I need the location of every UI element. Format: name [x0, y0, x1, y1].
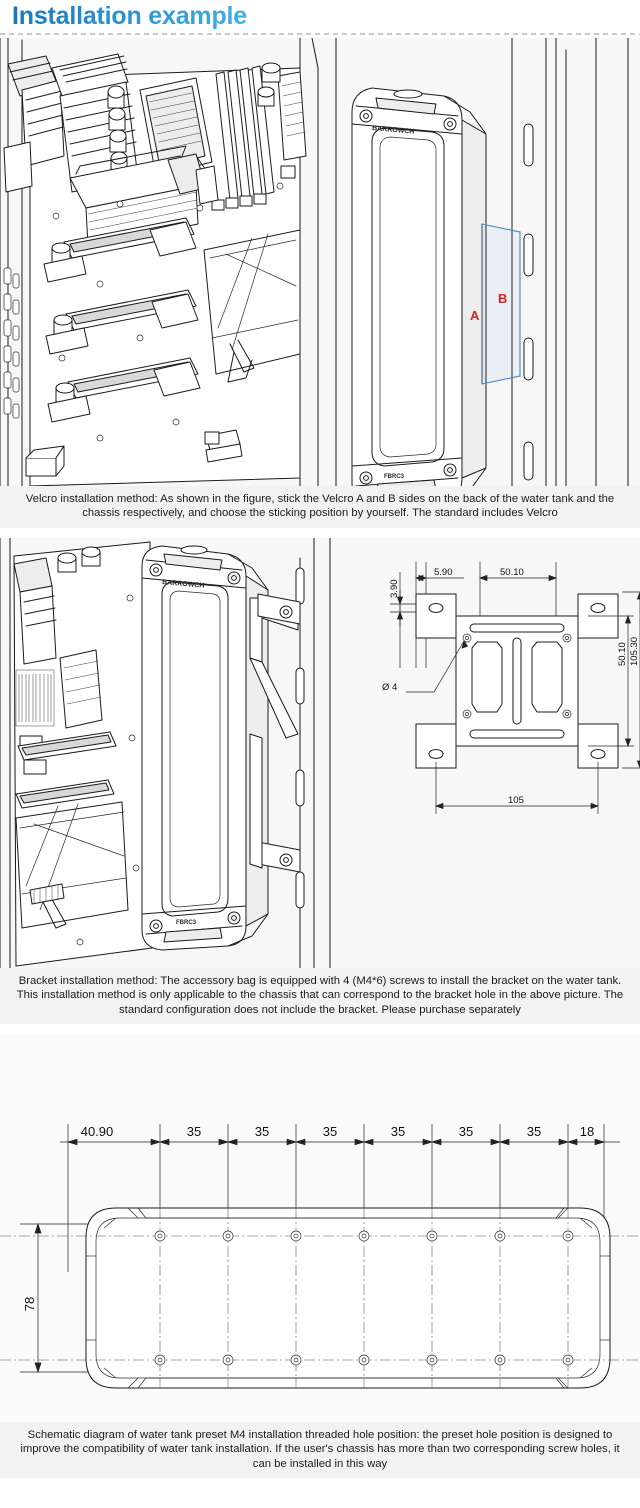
chain-label-1: 35 — [186, 1124, 202, 1140]
dim-label-diameter-4: Ø 4 — [382, 681, 398, 693]
caption-hole-layout: Schematic diagram of water tank preset M4 installation threaded hole position: the preset hole position is designed to improve the compatibility of water tank installation. If the user's chassis has more than two corresponding screw holes, it can be installed in this way — [0, 1422, 640, 1478]
tank-brand-bottom-text: FBRC3 — [384, 474, 405, 480]
panel-hole-layout-drawing — [0, 1034, 640, 1422]
chain-label-5: 35 — [458, 1124, 474, 1140]
dim-label-105-bottom: 105 — [508, 794, 524, 806]
chain-label-6: 35 — [526, 1124, 542, 1140]
velcro-installation-figure — [0, 38, 640, 486]
dim-label-50-10-top: 50.10 — [500, 566, 524, 578]
chain-label-7: 18 — [579, 1124, 595, 1140]
dim-label-3-90: 3.90 — [389, 579, 400, 598]
velcro-label-a: A — [470, 308, 480, 323]
panel-separator-1 — [0, 528, 640, 538]
panel-velcro-illustration — [0, 38, 640, 486]
caption-bracket: Bracket installation method: The accessory bag is equipped with 4 (M4*6) screws to install the bracket on the water tank. This installation method is only applicable to the chassis that can correspond to the bracket hole in the above picture. The standard configuration does not include the bracket. Please purchase separately — [0, 968, 640, 1024]
chain-label-2: 35 — [254, 1124, 270, 1140]
panel-bracket-illustration — [0, 538, 640, 968]
dim-label-78: 78 — [22, 1296, 37, 1312]
dim-label-50-10-right: 50.10 — [617, 642, 628, 666]
tank-brand-bottom-text-2: FBRC3 — [176, 919, 197, 926]
caption-velcro: Velcro installation method: As shown in the figure, stick the Velcro A and B sides on the back of the water tank and the chassis respectively, and choose the sticking position by yourself. The standard includes Velcro — [0, 486, 640, 528]
chain-label-4: 35 — [390, 1124, 406, 1140]
page-title: Installation example — [12, 2, 247, 30]
dim-label-105-30: 105.30 — [629, 636, 640, 666]
tank-brand-top-text-2: BARROWCH — [161, 578, 205, 590]
bracket-installation-figure — [0, 538, 640, 968]
tank-hole-layout-figure — [0, 1034, 640, 1422]
dim-label-5-90: 5.90 — [434, 566, 453, 578]
title-divider — [0, 33, 640, 35]
panel-separator-2 — [0, 1024, 640, 1034]
velcro-label-b: B — [498, 291, 508, 306]
chain-label-3: 35 — [322, 1124, 338, 1140]
tank-brand-top-text: BARROWCH — [371, 125, 415, 136]
chain-label-0: 40.90 — [80, 1124, 114, 1140]
page-header — [0, 0, 640, 38]
